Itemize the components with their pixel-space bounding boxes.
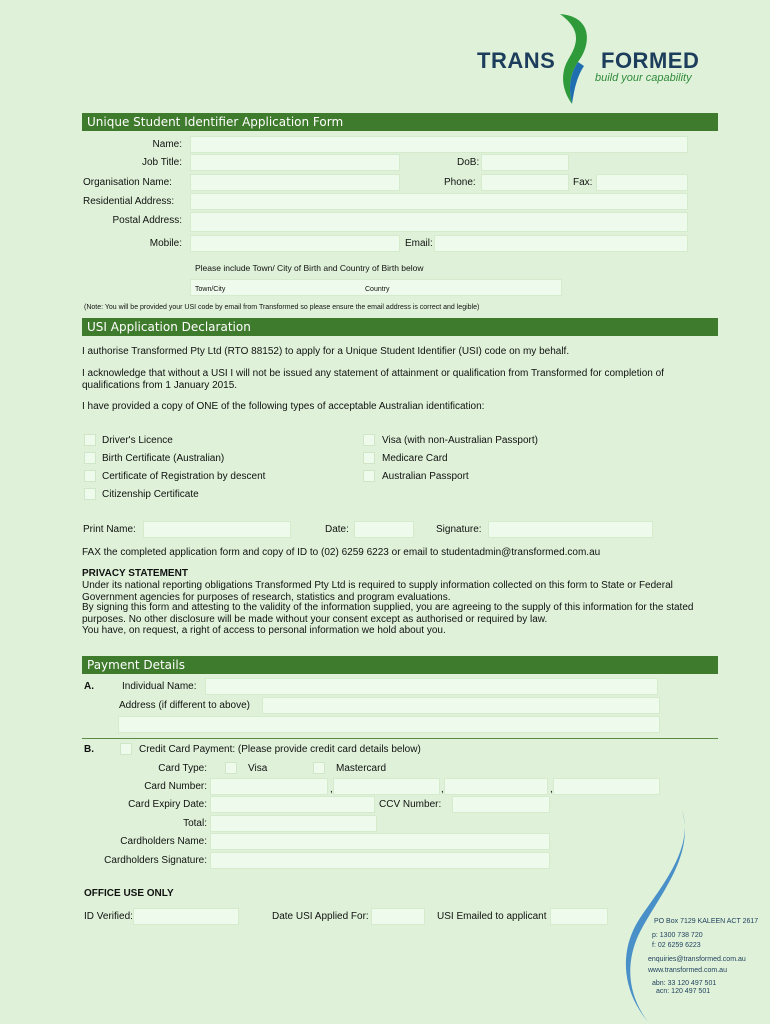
date-applied-label: Date USI Applied For: [272, 911, 369, 922]
phone-label: Phone: [444, 177, 476, 188]
option-a-label: A. [84, 681, 94, 692]
option-b-label: B. [84, 744, 94, 755]
logo-word-formed: FORMED [601, 48, 700, 73]
section-title-declaration: USI Application Declaration [82, 318, 718, 336]
cardholder-signature-field[interactable] [210, 852, 550, 869]
name-field[interactable] [190, 136, 688, 153]
credit-card-payment-label: Credit Card Payment: (Please provide credit card details below) [139, 744, 421, 755]
birth-note: Please include Town/ City of Birth and Country of Birth below [195, 263, 424, 273]
id-verified-field[interactable] [133, 908, 239, 925]
logo-tagline: build your capability [595, 72, 692, 84]
print-name-field[interactable] [143, 521, 291, 538]
phone-field[interactable] [481, 174, 569, 191]
email-note: (Note: You will be provided your USI code by email from Transformed so please ensure the email address is correct and legible) [84, 304, 480, 311]
card-number-separator: , [441, 784, 444, 795]
id-option-label: Birth Certificate (Australian) [102, 453, 225, 464]
section-title-payment: Payment Details [82, 656, 718, 674]
card-number-separator: , [550, 784, 553, 795]
id-option-label: Visa (with non-Australian Passport) [382, 435, 538, 446]
card-type-label: Card Type: [158, 763, 207, 774]
id-option-label: Certificate of Registration by descent [102, 471, 266, 482]
total-field[interactable] [210, 815, 377, 832]
visa-checkbox[interactable] [225, 762, 237, 774]
visa-label: Visa [248, 763, 268, 774]
section-title-usi-form: Unique Student Identifier Application Form [82, 113, 718, 131]
id-verified-label: ID Verified: [84, 911, 133, 922]
id-checkbox-birth-certificate[interactable] [84, 452, 96, 464]
ccv-field[interactable] [452, 796, 550, 813]
contact-po-box: PO Box 7129 KALEEN ACT 2617 [654, 918, 759, 925]
fax-field[interactable] [596, 174, 688, 191]
id-checkbox-citizenship[interactable] [84, 488, 96, 500]
fax-instructions: FAX the completed application form and copy of ID to (02) 6259 6223 or email to studentadmin@transformed.com.au [82, 547, 601, 558]
cardholder-signature-label: Cardholders Signature: [104, 855, 207, 866]
privacy-title: PRIVACY STATEMENT [82, 568, 188, 579]
signature-field[interactable] [488, 521, 653, 538]
privacy-paragraph-1: Under its national reporting obligations Transformed Pty Ltd is required to supply information collected on this form to State or Federal Government agencies for purposes of research, statistics and program evaluations. [82, 580, 673, 603]
id-option-label: Citizenship Certificate [102, 489, 199, 500]
town-city-label: Town/City [195, 286, 226, 293]
id-checkbox-passport[interactable] [363, 470, 375, 482]
date-applied-field[interactable] [371, 908, 425, 925]
mobile-field[interactable] [190, 235, 400, 252]
id-checkbox-registration-descent[interactable] [84, 470, 96, 482]
logo [475, 12, 715, 107]
address-field-1[interactable] [262, 697, 660, 714]
contact-abn: abn: 33 120 497 501 [652, 980, 717, 987]
dob-field[interactable] [481, 154, 569, 171]
credit-card-checkbox[interactable] [120, 743, 132, 755]
privacy-paragraph-3: You have, on request, a right of access to personal information we hold about you. [82, 625, 446, 636]
residential-address-field[interactable] [190, 193, 688, 210]
mobile-label: Mobile: [149, 238, 182, 249]
residential-address-label: Residential Address: [83, 196, 175, 207]
postal-address-field[interactable] [190, 212, 688, 232]
organisation-field[interactable] [190, 174, 400, 191]
address-field-2[interactable] [118, 716, 660, 733]
id-option-label: Australian Passport [382, 471, 469, 482]
postal-address-label: Postal Address: [112, 215, 182, 226]
expiry-label: Card Expiry Date: [128, 799, 207, 810]
individual-name-field[interactable] [205, 678, 658, 695]
mastercard-label: Mastercard [336, 763, 387, 774]
date-label: Date: [325, 524, 349, 535]
organisation-label: Organisation Name: [83, 177, 172, 188]
contact-website: www.transformed.com.au [648, 967, 727, 974]
logo-word-trans: TRANS [477, 48, 556, 73]
fax-label: Fax: [573, 177, 593, 188]
contact-email: enquiries@transformed.com.au [648, 956, 746, 963]
cardholder-name-field[interactable] [210, 833, 550, 850]
ccv-label: CCV Number: [379, 799, 442, 810]
job-title-field[interactable] [190, 154, 400, 171]
contact-fax: f: 02 6259 6223 [652, 942, 701, 949]
card-number-separator: , [330, 784, 333, 795]
contact-phone: p: 1300 738 720 [652, 932, 703, 939]
declaration-authorise: I authorise Transformed Pty Ltd (RTO 88152) to apply for a Unique Student Identifier (USI) code on my behalf. [82, 346, 570, 357]
office-use-title: OFFICE USE ONLY [84, 888, 174, 899]
id-checkbox-medicare[interactable] [363, 452, 375, 464]
country-label: Country [365, 286, 390, 293]
dob-label: DoB: [457, 157, 480, 168]
individual-name-label: Individual Name: [122, 681, 197, 692]
card-number-field-2[interactable] [333, 778, 440, 795]
mastercard-checkbox[interactable] [313, 762, 325, 774]
id-option-label: Medicare Card [382, 453, 448, 464]
contact-acn: acn: 120 497 501 [656, 988, 711, 995]
card-number-field-4[interactable] [553, 778, 660, 795]
print-name-label: Print Name: [83, 524, 136, 535]
declaration-id-provided: I have provided a copy of ONE of the following types of acceptable Australian identification: [82, 401, 485, 412]
card-number-field-1[interactable] [210, 778, 328, 795]
id-checkbox-drivers-licence[interactable] [84, 434, 96, 446]
address-label: Address (if different to above) [119, 700, 250, 711]
date-field[interactable] [354, 521, 414, 538]
total-label: Total: [183, 818, 207, 829]
expiry-field[interactable] [210, 796, 375, 813]
payment-divider [82, 738, 718, 739]
declaration-acknowledge: I acknowledge that without a USI I will not be issued any statement of attainment or qualification from Transformed for completion of qualifications from 1 January 2015. [82, 368, 664, 391]
id-checkbox-visa[interactable] [363, 434, 375, 446]
signature-label: Signature: [436, 524, 482, 535]
email-field[interactable] [434, 235, 688, 252]
email-label: Email: [405, 238, 433, 249]
card-number-label: Card Number: [144, 781, 207, 792]
job-title-label: Job Title: [141, 157, 182, 168]
id-option-label: Driver's Licence [102, 435, 173, 446]
cardholder-name-label: Cardholders Name: [120, 836, 207, 847]
name-label: Name: [152, 139, 182, 150]
card-number-field-3[interactable] [444, 778, 548, 795]
privacy-paragraph-2: By signing this form and attesting to the validity of the information supplied, you are agreeing to the supply of this information for the stated purposes. No other disclosure will be made without your consent except as authorised or required by law. [82, 602, 694, 625]
usi-emailed-label: USI Emailed to applicant [437, 911, 547, 922]
